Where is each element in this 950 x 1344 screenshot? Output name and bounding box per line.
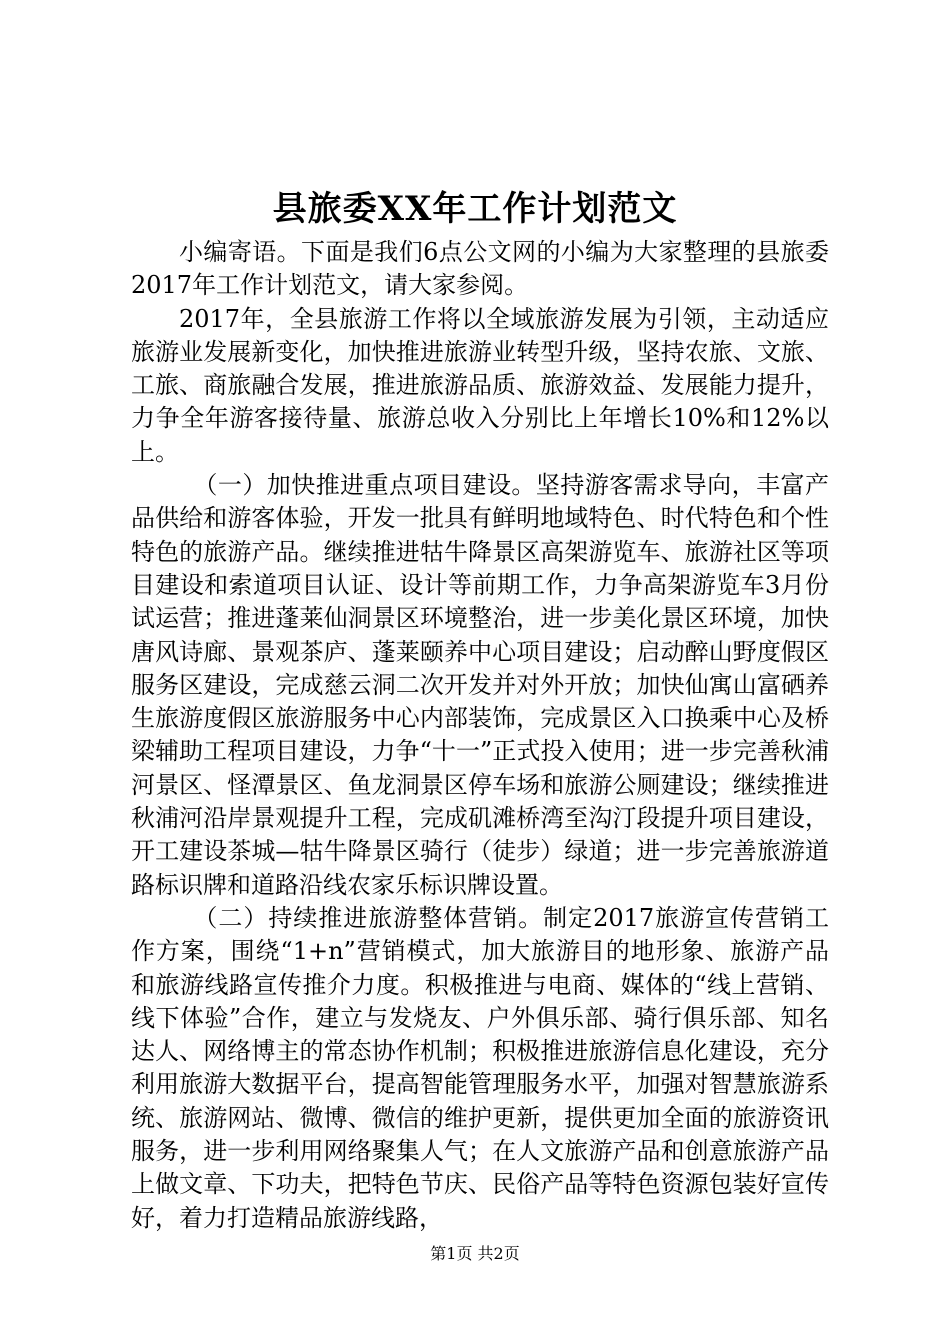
paragraph-intro: 小编寄语。下面是我们6点公文网的小编为大家整理的县旅委2017年工作计划范文，请大家参阅。 (131, 238, 829, 300)
page-footer: 第1页 共2页 (430, 1244, 520, 1263)
document-title: 县旅委XX年工作计划范文 (272, 189, 678, 229)
document-body (131, 236, 829, 1235)
paragraph-section-2: （二）持续推进旅游整体营销。制定2017旅游宣传营销工作方案，围绕“1+n”营销模式，加大旅游目的地形象、旅游产品和旅游线路宣传推介力度。积极推进与电商、媒体的“线上营销、线下体验”合作，建立与发烧友、户外俱乐部、骑行俱乐部、知名达人、网络博主的常态协作机制；积极推进旅游信息化建设，充分利用旅游大数据平台，提高智能管理服务水平，加强对智慧旅游系统、旅游网站、微博、微信的维护更新，提供更加全面的旅游资讯服务，进一步利用网络聚集人气；在人文旅游产品和创意旅游产品上做文章、下功夫，把特色节庆、民俗产品等特色资源包装好宣传好，着力打造精品旅游线路， (131, 903, 829, 1232)
paragraph-section-1: （一）加快推进重点项目建设。坚持游客需求导向，丰富产品供给和游客体验，开发一批具有鲜明地域特色、时代特色和个性特色的旅游产品。继续推进牯牛降景区高架游览车、旅游社区等项目建设和索道项目认证、设计等前期工作，力争高架游览车3月份试运营；推进蓬莱仙洞景区环境整治，进一步美化景区环境，加快唐风诗廊、景观茶庐、蓬莱颐养中心项目建设；启动醉山野度假区服务区建设，完成慈云洞二次开发并对外开放；加快仙寓山富硒养生旅游度假区旅游服务中心内部装饰，完成景区入口换乘中心及桥梁辅助工程项目建设，力争“十一”正式投入使用；进一步完善秋浦河景区、怪潭景区、鱼龙洞景区停车场和旅游公厕建设；继续推进秋浦河沿岸景观提升工程，完成矶滩桥湾至沟汀段提升项目建设，开工建设茶城—牯牛降景区骑行（徒步）绿道；进一步完善旅游道路标识牌和道路沿线农家乐标识牌设置。 (131, 471, 829, 899)
paragraph-overview: 2017年，全县旅游工作将以全域旅游发展为引领，主动适应旅游业发展新变化，加快推进旅游业转型升级，坚持农旅、文旅、工旅、商旅融合发展，推进旅游品质、旅游效益、发展能力提升，力争全年游客接待量、旅游总收入分别比上年增长10%和12%以上。 (131, 304, 829, 466)
